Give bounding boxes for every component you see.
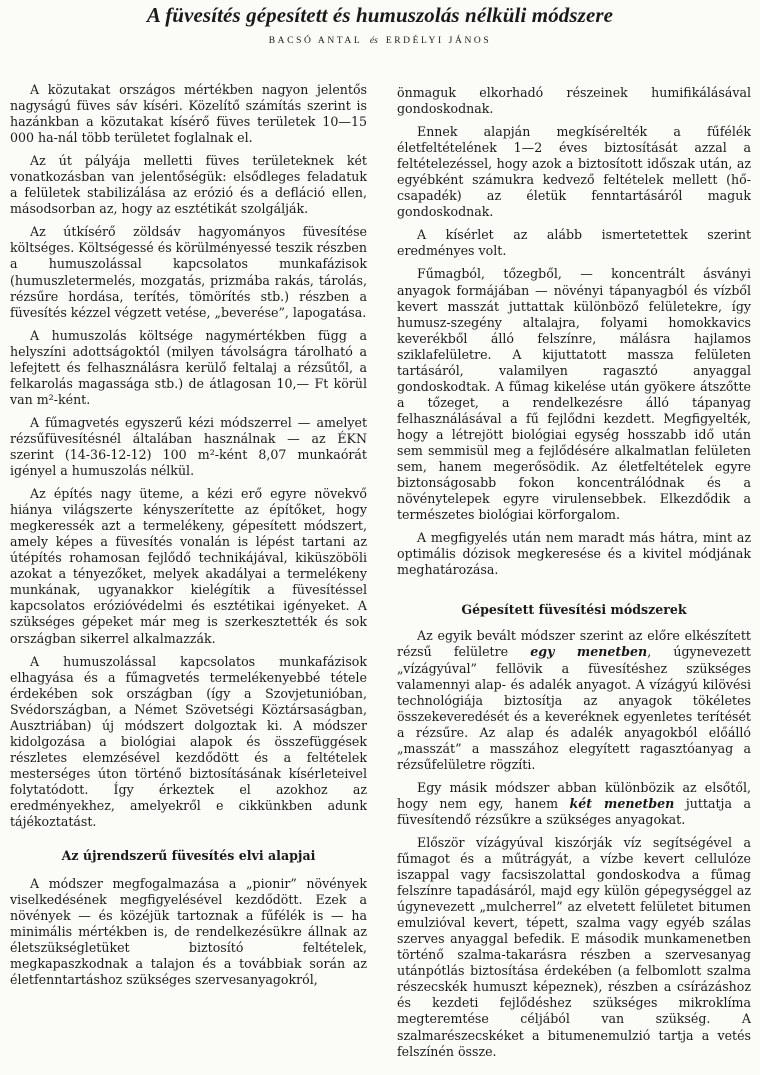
paragraph: önmaguk elkorhadó részeinek humifikálásával gondoskodnak. [397,85,751,117]
right-column [397,85,751,1067]
paragraph: A megfigyelés után nem maradt más hátra, mint az optimális dózisok megkeresése és a kivitel módjának meghatározása. [397,530,751,578]
paragraph [397,628,751,772]
emphasis: két menetben [569,795,675,811]
paragraph: Ennek alapján megkísérelték a fűfélék életfeltételének 1—2 éves biztosítását azzal a feltételezéssel, hogy azok a biztosított időszak után, az egyébként számukra kedvező feltételek mellett (hő-csapadék) az életük fenntartásáról maguk gondoskodnak. [397,124,751,220]
text-run: Az egyik bevált módszer szerint az előre elkészített rézsű felületre [397,628,751,660]
text-run: , úgynevezett „vízágyúval” fellövik a füvesítéshez szükséges valamennyi alap- és adalék anyagot. A vízágyú kilövési technológiája biztosítja az anyagok tökéletes összekeveredését és a keveréknek egyenletes terítését a rézsűre. Az alap és adalék anyagokból előálló „masszát” a masszához elegyített ragasztóanyag a rézsűfelületre rögzíti. [397,644,751,772]
author-separator: és [369,36,378,46]
paragraph: A közutakat országos mértékben nagyon jelentős nagyságú füves sáv kíséri. Közelítő számítás szerint is hazánkban a közutakat kísérő füves területek 10—15 000 ha-nál több területet foglalnak el. [10,82,367,146]
paragraph: A fűmagvetés egyszerű kézi módszerrel — amelyet rézsűfüvesítésnél általában használnak — az ÉKN szerint (14-36-12-12) 100 m²-ként 8,07 munkaórát igényel a humuszolás nélkül. [10,414,367,479]
paragraph: A módszer megfogalmazása a „pionir” növények viselkedésének megfigyelésével kezdődött. Ezek a növények — és közéjük tartoznak a fűfélék is — ha minimális mértékben is, de rendelkezésükre állnak az életszükségletüket biztosító feltételek, megkapaszkodnak a talajon és a továbbiak során az életfenntartáshoz szükséges szervesanyagokról, [10,876,367,988]
paragraph: Az útkísérő zöldsáv hagyományos füvesítése költséges. Költségessé és körülményessé teszik részben a humuszolással kapcsolatos munkafázisok (humuszletermelés, mozgatás, prizmába rakás, tárolás, rézsűre hordása, terítés, tömörítés stb.) részben a füvesítés kézzel végzett vetése, „beverése”, lapogatása. [10,224,367,320]
paragraph: A kísérlet az alább ismertetettek szerint eredményes volt. [397,227,751,259]
article-authors [0,36,760,46]
paragraph [397,780,751,828]
section-heading: Az újrendszerű füvesítés elvi alapjai [61,848,316,864]
text-run: Egy másik módszer abban különbözik az elsőtől, hogy nem egy, hanem [397,779,751,811]
section-heading: Gépesített füvesítési módszerek [461,602,687,618]
paragraph: Az építés nagy üteme, a kézi erő egyre növekvő hiánya világszerte kényszerítette az építőket, hogy megkeressék azt a termelékeny, gépesített módszert, amely képes a füvesítés vonalán is lépést tartani az útépítés rohamosan fejlődő technikájával, kiküszöböli azokat a tényezőket, melyek akadályai a termelékeny munkának, ugyanakkor kielégítik a füvesítéssel kapcsolatos erózióvédelmi és esztétikai igényeket. A szükséges gépeket már meg is szerkesztették és sok országban sikerrel alkalmazzák. [10,486,367,646]
text-run: juttatja a füvesítendő rézsűkre a szükséges anyagokat. [397,795,751,827]
paragraph: A humuszolással kapcsolatos munkafázisok elhagyása és a fűmagvetés termelékenyebbé tétele érdekében sok országban (így a Szovjetunióban, Svédországban, a Német Szövetségi Köztársaságban, Ausztriában) új módszert dolgoztak ki. A módszer kidolgozása a biológiai alapok és összefüggések részletes elemzésével kezdődött és a feltételek mesterséges úton történő biztosításának kísérleteivel folytatódott. Így érkeztek el azokhoz az eredményekhez, amelyekről e cikkünkben adunk tájékoztatást. [10,653,367,830]
paragraph: Fűmagból, tőzegből, — koncentrált ásványi anyagok formájában — növényi tápanyagból és vízből kevert masszát juttattak különböző felületekre, így humusz-szegény altalajra, folyami homokkavics keverékből álló felszínre, málásra hajlamos sziklafelületre. A kijuttatott massza felületen tartásáról, valamilyen ragasztó anyaggal gondoskodtak. A fűmag kikelése után gyökere átszőtte a tőzeget, a rendelkezésre álló tápanyag felhasználásával a fű fejlődni kezdett. Megfigyelték, hogy a létrejött biológiai egység hosszabb idő után sem semmisül meg a fejlődésére alkalmatlan felületen sem, hanem megerősödik. Az életfeltételek egyre biztonságosabb fokon koncentrálódnak és a növénytelepek egyre virulensebbek. Elkezdődik a természetes biológiai körforgalom. [397,266,751,523]
paragraph: Az út pályája melletti füves területeknek két vonatkozásban van jelentőségük: elsődleges feladatuk a felületek stabilizálása az erózió és a defláció ellen, másodsorban az, hogy az esztétikát szolgálják. [10,153,367,217]
left-column [10,82,367,995]
author-name: ERDÉLYI JÁNOS [385,36,492,46]
paragraph: Először vízágyúval kiszórják víz segítségével a fűmagot és a műtrágyát, a vízbe kevert cellulóze iszappal vagy facsiszolattal gondoskodva a fűmag felszínre tapadásáról, majd egy külön gépegységgel az úgynevezett „mulcherrel” az elvetett felületet bitumen emulzióval kevert, tépett, szalma vagy egyéb szálas szerves anyaggal befedik. E második munkamenetben történő szalma-takarásra részben a szervesanyag utánpótlás biztosítása érdekében (a felbomlott szalma részecskék humuszt képeznek), részben a csírázáshoz és kezdeti fejlődéshez szükséges mikroklíma megteremtése céljából van szükség. A szalmarészecskéket a bitumenemulzió tartja a vetés felszínén össze. [397,834,751,1059]
paragraph: A humuszolás költsége nagymértékben függ a helyszíni adottságoktól (milyen távolságra tárolható a lefejtett és felhasználásra kerülő feltalaj a rézsűtől, a felkarolás magassága stb.) de átlagosan 10,— Ft körül van m²-ként. [10,327,367,407]
article-title: A füvesítés gépesített és humuszolás nélküli módszere [146,3,614,27]
emphasis: egy menetben [530,644,648,660]
author-name: BACSÓ ANTAL [268,36,362,46]
